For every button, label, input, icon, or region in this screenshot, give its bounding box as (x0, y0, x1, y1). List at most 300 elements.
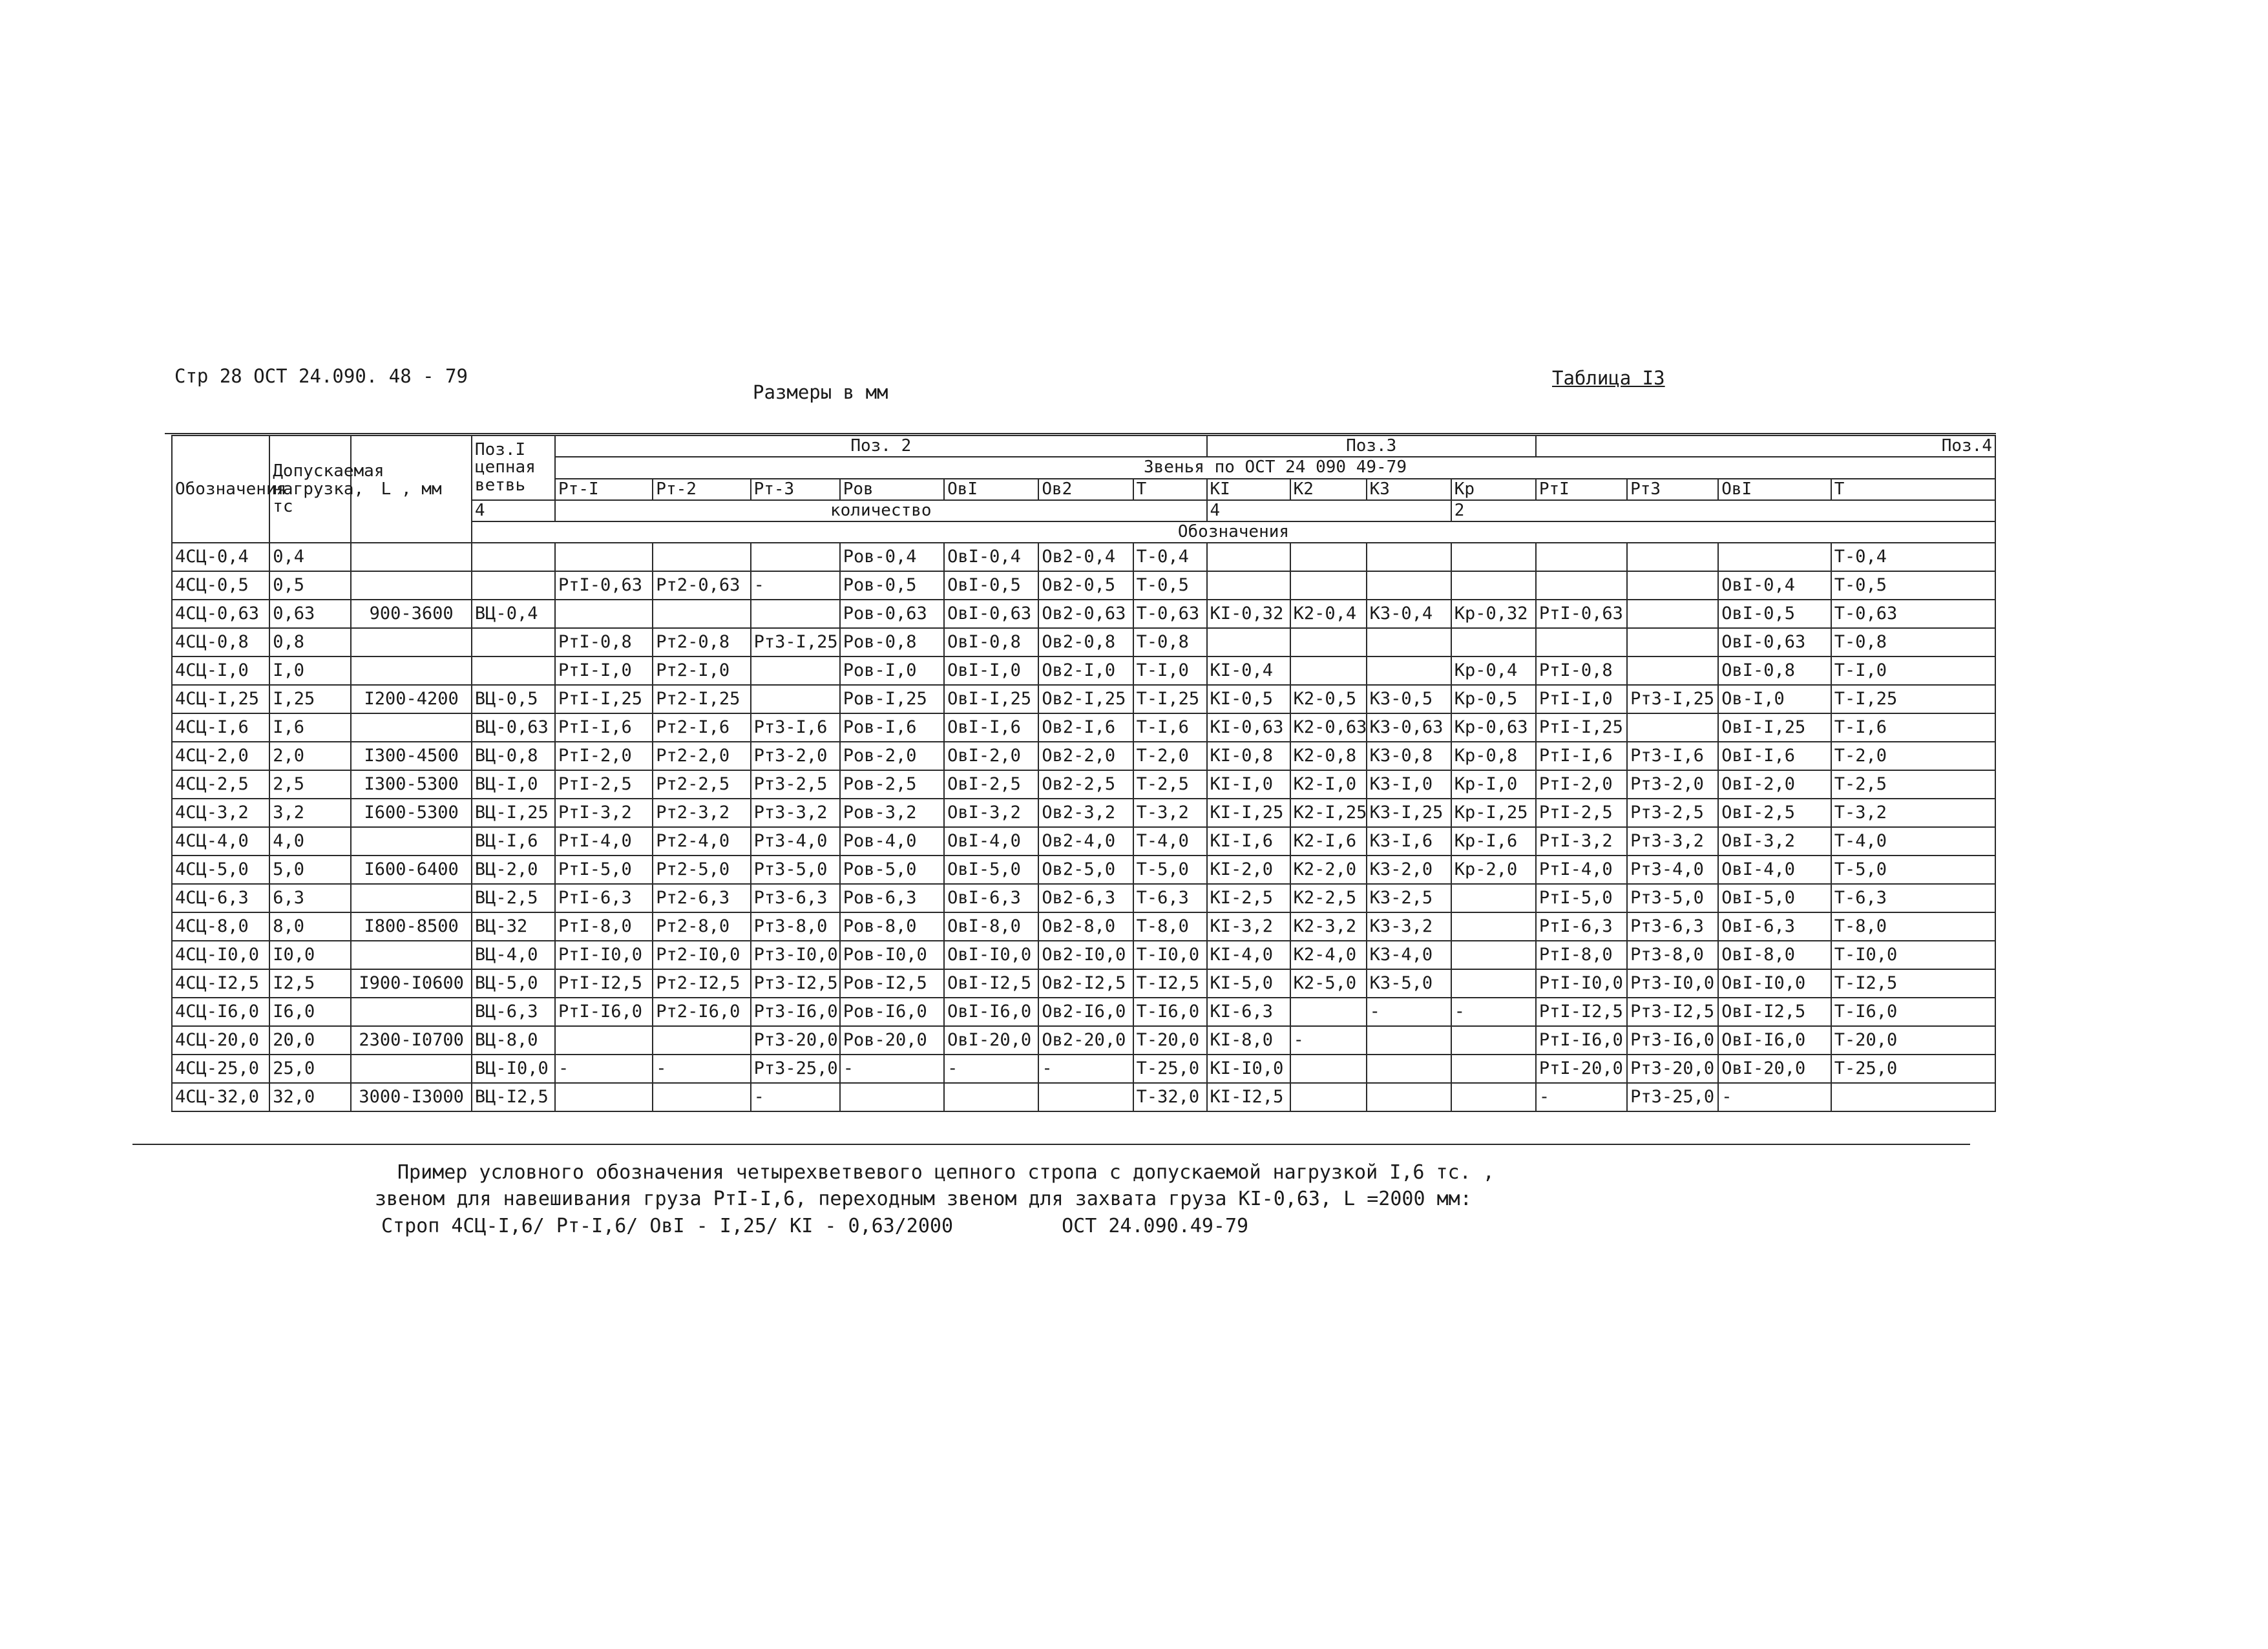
table-cell: Ров-5,0 (840, 856, 944, 884)
table-cell: РтI-2,0 (1536, 770, 1627, 799)
table-cell: К2-4,0 (1290, 941, 1367, 969)
table-cell (472, 628, 555, 656)
table-cell: КI-I2,5 (1207, 1083, 1290, 1111)
table-row (172, 628, 1995, 656)
table-cell: ВЦ-6,3 (472, 998, 555, 1026)
table-cell: ОвI-4,0 (1718, 856, 1831, 884)
table-cell: КI-0,5 (1207, 685, 1290, 713)
table-cell: РтI-3,2 (1536, 827, 1627, 856)
example-note-line-3 (381, 1215, 1248, 1237)
table-cell (472, 656, 555, 685)
table-cell (751, 600, 840, 628)
table-cell (944, 1083, 1038, 1111)
table-cell: - (751, 1083, 840, 1111)
table-cell: ОвI-20,0 (1718, 1055, 1831, 1083)
table-cell: КI-0,63 (1207, 713, 1290, 742)
table-row (172, 799, 1995, 827)
table-cell (1451, 969, 1536, 998)
table-cell: РтI-I2,5 (1536, 998, 1627, 1026)
table-cell: ВЦ-2,5 (472, 884, 555, 912)
table-cell: КI-2,0 (1207, 856, 1290, 884)
table-cell: КI-I,25 (1207, 799, 1290, 827)
table-cell: Ров-I,0 (840, 656, 944, 685)
table-cell: К2-0,5 (1290, 685, 1367, 713)
table-cell: К2-0,4 (1290, 600, 1367, 628)
table-cell: ВЦ-8,0 (472, 1026, 555, 1055)
table-cell: РтI-6,3 (1536, 912, 1627, 941)
table-row (172, 1055, 1995, 1083)
table-cell: ОвI-3,2 (944, 799, 1038, 827)
table-cell: ОвI-I6,0 (944, 998, 1038, 1026)
table-number: Таблица I3 (1552, 367, 1665, 389)
table-cell: РтI-20,0 (1536, 1055, 1627, 1083)
table-cell: Ров-2,0 (840, 742, 944, 770)
table-cell (1451, 628, 1536, 656)
table-cell: РтI-0,63 (1536, 600, 1627, 628)
table-cell: РтI-I0,0 (1536, 969, 1627, 998)
table-cell: ОвI-0,63 (944, 600, 1038, 628)
table-cell: 6,3 (269, 884, 351, 912)
table-cell: - (751, 571, 840, 600)
col-pos1-header: Поз.I цепная ветвь (472, 436, 555, 500)
table-row (172, 969, 1995, 998)
table-cell (351, 827, 472, 856)
table-cell: ОвI-I,6 (944, 713, 1038, 742)
pos4-header: Поз.4 (1536, 436, 1995, 457)
table-cell: Т-2,0 (1831, 742, 1995, 770)
table-cell: Кр-0,8 (1451, 742, 1536, 770)
table-cell: I,6 (269, 713, 351, 742)
table-cell: К2-3,2 (1290, 912, 1367, 941)
table-cell: Т-I0,0 (1831, 941, 1995, 969)
table-cell: 4СЦ-I6,0 (172, 998, 269, 1026)
table-cell: Т-I2,5 (1133, 969, 1207, 998)
table-cell: К2-2,5 (1290, 884, 1367, 912)
table-cell (351, 713, 472, 742)
table-cell: 4СЦ-0,5 (172, 571, 269, 600)
table-cell: Ров-0,4 (840, 543, 944, 571)
table-cell: РтI-I2,5 (555, 969, 653, 998)
qty-pos2: количество (555, 500, 1207, 521)
table-cell: Рт2-3,2 (653, 799, 750, 827)
table-cell: 4,0 (269, 827, 351, 856)
table-cell: РтI-I6,0 (555, 998, 653, 1026)
table-cell: Т-I,0 (1831, 656, 1995, 685)
link-header-7: КI (1207, 479, 1290, 500)
table-cell: 4СЦ-2,0 (172, 742, 269, 770)
table-cell: 900-3600 (351, 600, 472, 628)
table-cell: I300-5300 (351, 770, 472, 799)
table-cell (1207, 571, 1290, 600)
table-cell: ВЦ-32 (472, 912, 555, 941)
table-cell: ВЦ-I0,0 (472, 1055, 555, 1083)
table-cell: Ров-20,0 (840, 1026, 944, 1055)
table-cell: Ов2-0,5 (1038, 571, 1133, 600)
table-cell (1536, 628, 1627, 656)
table-cell: ОвI-I,25 (1718, 713, 1831, 742)
table-cell: Кр-2,0 (1451, 856, 1536, 884)
col-designation-header: Обозначения (172, 436, 269, 543)
table-cell: К3-0,5 (1367, 685, 1451, 713)
table-cell: ВЦ-2,0 (472, 856, 555, 884)
table-cell: КI-0,32 (1207, 600, 1290, 628)
table-cell: Ов2-4,0 (1038, 827, 1133, 856)
table-cell: РтI-5,0 (555, 856, 653, 884)
table-row (172, 770, 1995, 799)
example-designation: Строп 4СЦ-I,6/ Рт-I,6/ ОвI - I,25/ КI - 0,63/2000 (381, 1215, 954, 1237)
table-cell: ВЦ-0,63 (472, 713, 555, 742)
table-cell: РтI-I0,0 (555, 941, 653, 969)
table-cell: ОвI-20,0 (944, 1026, 1038, 1055)
table-cell: КI-6,3 (1207, 998, 1290, 1026)
table-cell: 4СЦ-I,0 (172, 656, 269, 685)
table-cell: Рт2-6,3 (653, 884, 750, 912)
table-cell: Т-25,0 (1831, 1055, 1995, 1083)
table-cell: 25,0 (269, 1055, 351, 1083)
qty-kr: 2 (1451, 500, 1995, 521)
table-cell: Т-0,5 (1133, 571, 1207, 600)
table-cell: Рт3-3,2 (751, 799, 840, 827)
links-ref-header: Звенья по ОСТ 24 090 49-79 (555, 457, 1995, 478)
table-cell: Т-0,4 (1831, 543, 1995, 571)
table-cell: РтI-I,0 (1536, 685, 1627, 713)
table-cell: Т-5,0 (1831, 856, 1995, 884)
table-cell: ОвI-5,0 (944, 856, 1038, 884)
table-cell: К3-2,5 (1367, 884, 1451, 912)
table-cell: Т-8,0 (1831, 912, 1995, 941)
table-cell: ОвI-6,3 (944, 884, 1038, 912)
example-standard: ОСТ 24.090.49-79 (1062, 1215, 1249, 1237)
table-cell: РтI-8,0 (555, 912, 653, 941)
table-cell: 4СЦ-8,0 (172, 912, 269, 941)
table-cell: Рт3-2,0 (1627, 770, 1718, 799)
table-cell: Ров-I,25 (840, 685, 944, 713)
table-cell (351, 543, 472, 571)
table-cell (1451, 941, 1536, 969)
table-cell: Т-0,63 (1133, 600, 1207, 628)
link-header-9: К3 (1367, 479, 1451, 500)
table-cell: ОвI-I,0 (944, 656, 1038, 685)
link-header-2: Рт-3 (751, 479, 840, 500)
table-cell (1367, 543, 1451, 571)
table-cell (1290, 543, 1367, 571)
table-cell: Кр-0,5 (1451, 685, 1536, 713)
table-cell: РтI-2,0 (555, 742, 653, 770)
table-cell: Т-I,25 (1831, 685, 1995, 713)
table-cell (1367, 1083, 1451, 1111)
table-cell: ОвI-0,4 (944, 543, 1038, 571)
table-cell: Ов2-0,63 (1038, 600, 1133, 628)
table-cell: Ов2-I0,0 (1038, 941, 1133, 969)
table-cell: Рт2-2,0 (653, 742, 750, 770)
table-cell: Ров-4,0 (840, 827, 944, 856)
table-cell (1038, 1083, 1133, 1111)
table-cell: РтI-4,0 (1536, 856, 1627, 884)
table-cell: Т-2,5 (1831, 770, 1995, 799)
table-cell: К2-2,0 (1290, 856, 1367, 884)
table-cell (1718, 543, 1831, 571)
table-cell: I600-6400 (351, 856, 472, 884)
table-cell: 4СЦ-4,0 (172, 827, 269, 856)
table-cell: РтI-I6,0 (1536, 1026, 1627, 1055)
table-cell (351, 941, 472, 969)
table-cell: - (944, 1055, 1038, 1083)
table-cell: ОвI-2,0 (944, 742, 1038, 770)
table-cell: Рт3-2,5 (1627, 799, 1718, 827)
table-row (172, 543, 1995, 571)
table-cell (751, 543, 840, 571)
table-cell: Ров-0,8 (840, 628, 944, 656)
top-rule (165, 433, 1996, 434)
table-cell (1367, 1026, 1451, 1055)
table-cell (1627, 600, 1718, 628)
link-header-14: Т (1831, 479, 1995, 500)
table-cell: Рт2-I2,5 (653, 969, 750, 998)
table-cell: Т-0,8 (1133, 628, 1207, 656)
table-cell: 4СЦ-2,5 (172, 770, 269, 799)
table-cell (1451, 1083, 1536, 1111)
link-header-6: Т (1133, 479, 1207, 500)
table-cell: Т-6,3 (1831, 884, 1995, 912)
table-cell: К2-0,8 (1290, 742, 1367, 770)
table-cell: 4СЦ-0,63 (172, 600, 269, 628)
table-cell: Рт3-8,0 (751, 912, 840, 941)
table-cell: Т-20,0 (1133, 1026, 1207, 1055)
table-cell: Т-0,4 (1133, 543, 1207, 571)
table-cell: Т-I,25 (1133, 685, 1207, 713)
table-cell: Ов2-I,6 (1038, 713, 1133, 742)
table-cell: КI-5,0 (1207, 969, 1290, 998)
table-cell: КI-I,0 (1207, 770, 1290, 799)
table-cell: Ров-I2,5 (840, 969, 944, 998)
table-cell: ВЦ-I2,5 (472, 1083, 555, 1111)
table-cell: Т-I6,0 (1133, 998, 1207, 1026)
example-note-line-1: Пример условного обозначения четырехветвевого цепного стропа с допускаемой нагрузкой I,6 тс. , (397, 1161, 1495, 1184)
table-cell: Рт3-4,0 (751, 827, 840, 856)
table-cell: К3-2,0 (1367, 856, 1451, 884)
table-cell: I900-I0600 (351, 969, 472, 998)
table-cell (351, 571, 472, 600)
table-cell: 2,0 (269, 742, 351, 770)
table-cell (1451, 543, 1536, 571)
table-cell: К3-0,4 (1367, 600, 1451, 628)
table-cell (351, 628, 472, 656)
table-cell: - (840, 1055, 944, 1083)
table-cell: КI-I,6 (1207, 827, 1290, 856)
table-cell: Рт3-20,0 (1627, 1055, 1718, 1083)
table-cell: Ов-I,0 (1718, 685, 1831, 713)
table-cell: Ов2-6,3 (1038, 884, 1133, 912)
table-cell: - (1536, 1083, 1627, 1111)
table-cell: Рт2-0,8 (653, 628, 750, 656)
table-cell (1536, 543, 1627, 571)
table-cell: РтI-2,5 (555, 770, 653, 799)
table-cell: ОвI-I,25 (944, 685, 1038, 713)
table-cell: 4СЦ-5,0 (172, 856, 269, 884)
table-cell: Т-6,3 (1133, 884, 1207, 912)
table-cell (1536, 571, 1627, 600)
table-cell: К3-I,6 (1367, 827, 1451, 856)
table-cell: Т-2,5 (1133, 770, 1207, 799)
table-cell (351, 884, 472, 912)
qty-pos1: 4 (472, 500, 555, 521)
table-cell: I800-8500 (351, 912, 472, 941)
link-header-11: РтI (1536, 479, 1627, 500)
table-cell (472, 571, 555, 600)
table-cell: ОвI-I2,5 (944, 969, 1038, 998)
table-cell: ОвI-0,5 (944, 571, 1038, 600)
table-cell: ВЦ-I,0 (472, 770, 555, 799)
table-cell: Рт3-I,25 (1627, 685, 1718, 713)
table-cell: Т-8,0 (1133, 912, 1207, 941)
table-cell: Т-5,0 (1133, 856, 1207, 884)
table-cell: 0,8 (269, 628, 351, 656)
table-cell: К2-I,0 (1290, 770, 1367, 799)
table-row (172, 656, 1995, 685)
table-cell (555, 600, 653, 628)
table-cell: КI-3,2 (1207, 912, 1290, 941)
table-cell: - (1718, 1083, 1831, 1111)
table-cell: Рт2-I6,0 (653, 998, 750, 1026)
table-cell (840, 1083, 944, 1111)
link-header-8: К2 (1290, 479, 1367, 500)
table-cell: КI-0,8 (1207, 742, 1290, 770)
table-cell: Ров-I,6 (840, 713, 944, 742)
table-cell: КI-I0,0 (1207, 1055, 1290, 1083)
table-cell: КI-8,0 (1207, 1026, 1290, 1055)
table-cell: К2-I,6 (1290, 827, 1367, 856)
table-cell: Рт3-2,0 (751, 742, 840, 770)
table-cell (1207, 543, 1290, 571)
table-cell: Ов2-I,0 (1038, 656, 1133, 685)
table-cell (1627, 628, 1718, 656)
table-cell: I0,0 (269, 941, 351, 969)
table-cell: Ров-6,3 (840, 884, 944, 912)
link-header-13: ОвI (1718, 479, 1831, 500)
table-cell: Рт3-3,2 (1627, 827, 1718, 856)
table-cell: 32,0 (269, 1083, 351, 1111)
table-cell: Т-3,2 (1831, 799, 1995, 827)
table-cell: РтI-0,8 (1536, 656, 1627, 685)
table-cell (351, 998, 472, 1026)
table-cell: ОвI-0,8 (1718, 656, 1831, 685)
table-cell: Рт3-I0,0 (1627, 969, 1718, 998)
table-cell: РтI-8,0 (1536, 941, 1627, 969)
table-cell: К3-4,0 (1367, 941, 1451, 969)
link-header-12: Рт3 (1627, 479, 1718, 500)
table-cell: Рт3-5,0 (751, 856, 840, 884)
table-cell: К3-5,0 (1367, 969, 1451, 998)
table-cell: Кр-0,63 (1451, 713, 1536, 742)
table-cell: 4СЦ-I,25 (172, 685, 269, 713)
table-cell: 8,0 (269, 912, 351, 941)
col-load-header: Допускаемая нагрузка, тс (269, 436, 351, 543)
table-cell: РтI-6,3 (555, 884, 653, 912)
table-cell: 4СЦ-I0,0 (172, 941, 269, 969)
table-cell: Рт3-I6,0 (1627, 1026, 1718, 1055)
table-cell: К2-5,0 (1290, 969, 1367, 998)
table-cell: Рт3-2,5 (751, 770, 840, 799)
designations-header: Обозначения (472, 521, 1995, 543)
table-cell: КI-4,0 (1207, 941, 1290, 969)
table-cell: РтI-I,0 (555, 656, 653, 685)
table-cell: Рт3-I6,0 (751, 998, 840, 1026)
table-cell: Рт3-25,0 (1627, 1083, 1718, 1111)
pos2-header: Поз. 2 (555, 436, 1207, 457)
table-cell: Рт3-I2,5 (751, 969, 840, 998)
table-cell: Т-3,2 (1133, 799, 1207, 827)
table-cell: Т-I,0 (1133, 656, 1207, 685)
table-cell: Ров-3,2 (840, 799, 944, 827)
table-cell: 3,2 (269, 799, 351, 827)
table-cell: Ров-0,63 (840, 600, 944, 628)
table-cell: 0,4 (269, 543, 351, 571)
table-cell: 4СЦ-32,0 (172, 1083, 269, 1111)
table-cell: Т-I2,5 (1831, 969, 1995, 998)
table-cell: I300-4500 (351, 742, 472, 770)
table-cell: РтI-I,25 (1536, 713, 1627, 742)
link-header-1: Рт-2 (653, 479, 750, 500)
table-cell (555, 1083, 653, 1111)
table-cell: Ов2-20,0 (1038, 1026, 1133, 1055)
table-cell: Кр-I,0 (1451, 770, 1536, 799)
table-cell (1451, 912, 1536, 941)
table-cell: ОвI-0,4 (1718, 571, 1831, 600)
table-row (172, 600, 1995, 628)
table-cell: ВЦ-0,4 (472, 600, 555, 628)
table-cell: ОвI-3,2 (1718, 827, 1831, 856)
table-cell: Ов2-5,0 (1038, 856, 1133, 884)
table-cell (1290, 628, 1367, 656)
table-cell (1367, 571, 1451, 600)
table-cell: Кр-0,4 (1451, 656, 1536, 685)
table-cell: КI-0,4 (1207, 656, 1290, 685)
table-cell: ВЦ-I,6 (472, 827, 555, 856)
table-cell: Рт2-I,6 (653, 713, 750, 742)
table-cell: Ров-8,0 (840, 912, 944, 941)
table-cell (1451, 1026, 1536, 1055)
table-cell: ОвI-2,0 (1718, 770, 1831, 799)
table-cell: К2-0,63 (1290, 713, 1367, 742)
table-cell: Рт2-8,0 (653, 912, 750, 941)
table-cell: Т-25,0 (1133, 1055, 1207, 1083)
table-cell (555, 543, 653, 571)
pos3-header: Поз.3 (1207, 436, 1536, 457)
table-cell: ОвI-I6,0 (1718, 1026, 1831, 1055)
table-cell: Рт3-8,0 (1627, 941, 1718, 969)
table-cell: ОвI-2,5 (944, 770, 1038, 799)
table-cell (653, 1026, 750, 1055)
link-header-4: ОвI (944, 479, 1038, 500)
table-cell: Т-0,63 (1831, 600, 1995, 628)
table-cell (653, 1083, 750, 1111)
table-cell (1451, 571, 1536, 600)
table-cell (1290, 571, 1367, 600)
table-cell: I200-4200 (351, 685, 472, 713)
table-cell: Рт3-20,0 (751, 1026, 840, 1055)
table-cell: 4СЦ-I,6 (172, 713, 269, 742)
table-cell: РтI-5,0 (1536, 884, 1627, 912)
table-cell: 4СЦ-0,4 (172, 543, 269, 571)
table-cell: I600-5300 (351, 799, 472, 827)
table-cell: Т-I0,0 (1133, 941, 1207, 969)
table-cell: Т-20,0 (1831, 1026, 1995, 1055)
table-row (172, 1083, 1995, 1111)
table-cell: Кр-0,32 (1451, 600, 1536, 628)
table-row (172, 827, 1995, 856)
table-cell (751, 685, 840, 713)
table-cell (1831, 1083, 1995, 1111)
